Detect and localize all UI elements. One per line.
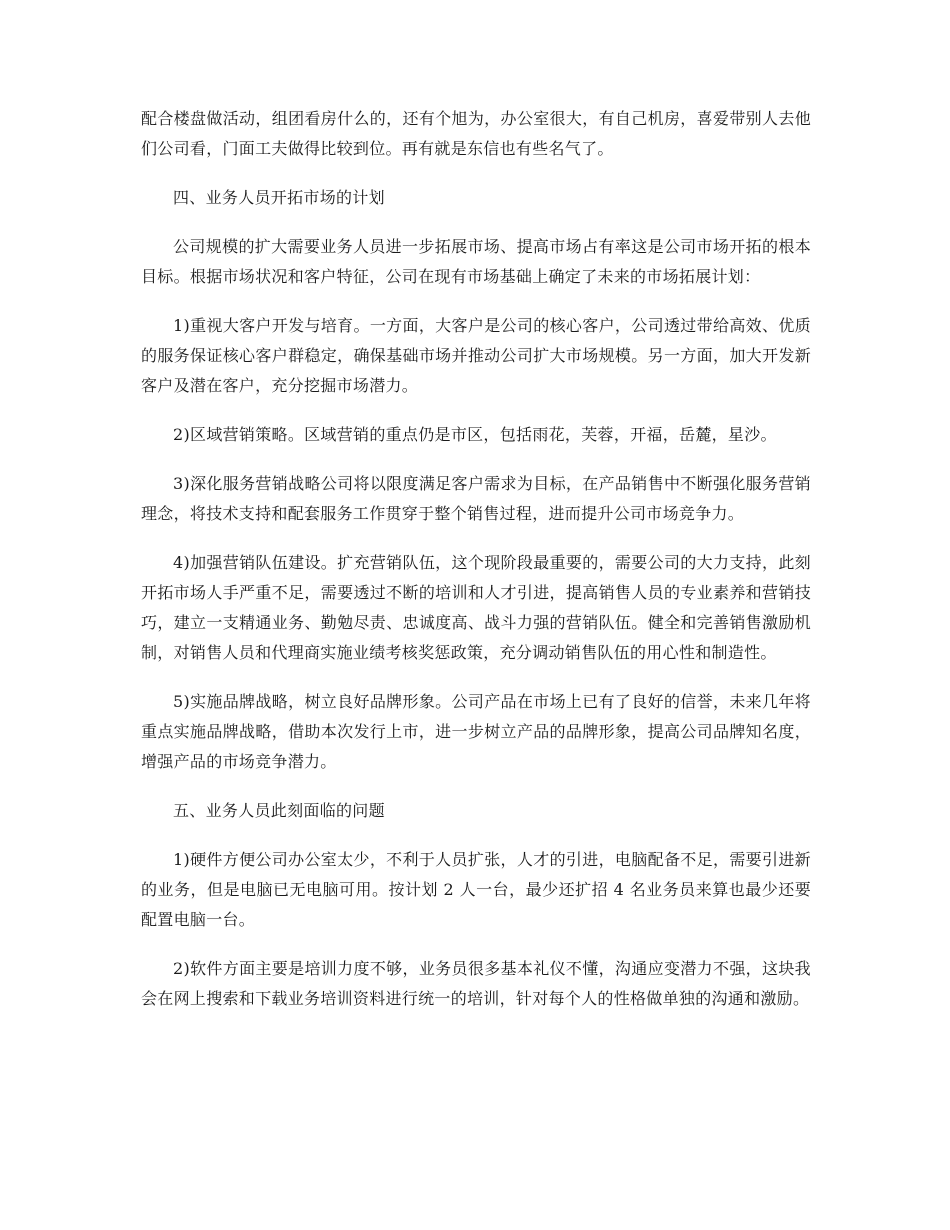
section-heading-5: 五、业务人员此刻面临的问题 (173, 801, 385, 820)
paragraph-intro: 公司规模的扩大需要业务人员进一步拓展市场、提高市场占有率这是公司市场开拓的根本目标。根据市场状况和客户特征，公司在现有市场基础上确定了未来的市场拓展计划： (141, 237, 811, 286)
paragraph-item-2: 2)区域营销策略。区域营销的重点仍是市区，包括雨花，芙蓉，开福，岳麓，星沙。 (173, 425, 777, 444)
paragraph-problem-2: 2)软件方面主要是培训力度不够，业务员很多基本礼仪不懂，沟通应变潜力不强，这块我会在网上搜索和下载业务培训资料进行统一的培训，针对每个人的性格做单独的沟通和激励。 (141, 959, 811, 1008)
paragraph-continuation: 配合楼盘做活动，组团看房什么的，还有个旭为，办公室很大，有自己机房，喜爱带别人去他们公司看，门面工夫做得比较到位。再有就是东信也有些名气了。 (141, 109, 811, 158)
paragraph-item-5: 5)实施品牌战略，树立良好品牌形象。公司产品在市场上已有了良好的信誉，未来几年将重点实施品牌战略，借助本次发行上市，进一步树立产品的品牌形象，提高公司品牌知名度，增强产品的市场竞争潜力。 (141, 692, 811, 771)
section-heading-4: 四、业务人员开拓市场的计划 (173, 188, 385, 207)
paragraph-item-4: 4)加强营销队伍建设。扩充营销队伍，这个现阶段最重要的，需要公司的大力支持，此刻开拓市场人手严重不足，需要透过不断的培训和人才引进，提高销售人员的专业素养和营销技巧，建立一支精通业务、勤勉尽责、忠诚度高、战斗力强的营销队伍。健全和完善销售激励机制，对销售人员和代理商实施业绩考核奖惩政策，充分调动销售队伍的用心性和制造性。 (141, 553, 811, 662)
paragraph-item-3: 3)深化服务营销战略公司将以限度满足客户需求为目标，在产品销售中不断强化服务营销理念，将技术支持和配套服务工作贯穿于整个销售过程，进而提升公司市场竞争力。 (141, 474, 811, 523)
document-page (141, 104, 811, 1033)
paragraph-problem-1: 1)硬件方便公司办公室太少，不利于人员扩张，人才的引进，电脑配备不足，需要引进新的业务，但是电脑已无电脑可用。按计划 2 人一台，最少还扩招 4 名业务员来算也最少还要配置电脑一台。 (141, 850, 811, 929)
paragraph-item-1: 1)重视大客户开发与培育。一方面，大客户是公司的核心客户，公司透过带给高效、优质的服务保证核心客户群稳定，确保基础市场并推动公司扩大市场规模。另一方面，加大开发新客户及潜在客户，充分挖掘市场潜力。 (141, 316, 811, 395)
